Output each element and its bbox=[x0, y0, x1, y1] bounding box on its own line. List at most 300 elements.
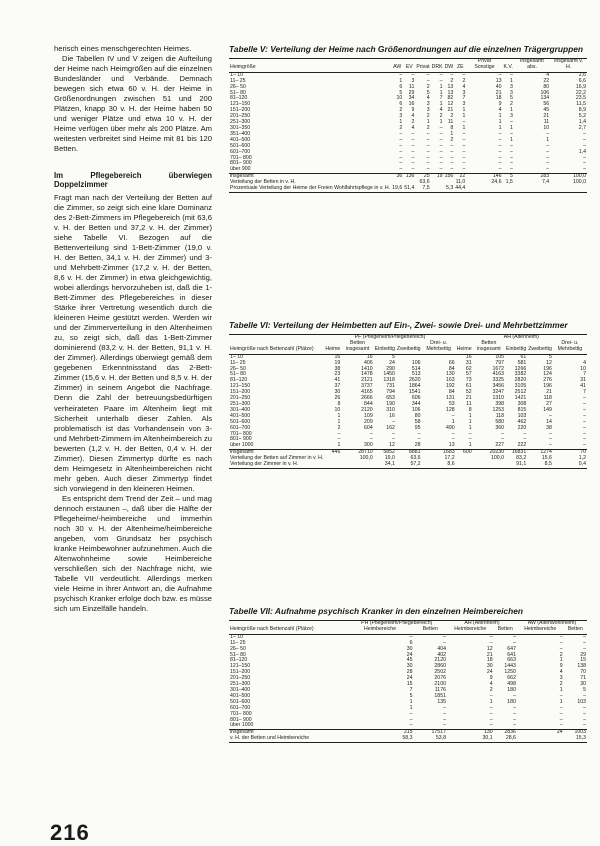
table-cell: 2 bbox=[462, 77, 466, 84]
table-cell: 21 bbox=[465, 395, 472, 402]
table-cell: – bbox=[548, 442, 552, 449]
table-cell: 100,0 bbox=[550, 174, 587, 180]
table-cell: 8881 bbox=[396, 450, 422, 456]
table-cell: 28710 bbox=[341, 450, 373, 456]
table-cell bbox=[473, 462, 505, 468]
table-cell: – bbox=[443, 633, 446, 640]
table-cell: 52 bbox=[465, 389, 472, 396]
row-label: 401–500 bbox=[230, 136, 251, 143]
table-cell: 731 bbox=[386, 383, 395, 390]
table-cell: 2076 bbox=[434, 675, 446, 682]
row-label: 801– 900 bbox=[230, 716, 252, 723]
row-label: 1– 10 bbox=[230, 71, 243, 78]
row-label: 801– 900 bbox=[230, 436, 252, 443]
table-cell: 66 bbox=[448, 359, 455, 366]
table-cell: 2836 bbox=[494, 730, 517, 736]
table-cell: 124 bbox=[543, 371, 552, 378]
table-cell: – bbox=[546, 142, 550, 149]
table-cell: 3105 bbox=[514, 383, 527, 390]
column-header: Heimgröße nach Bettenzahl (Plätze) bbox=[229, 341, 324, 354]
table-cell: – bbox=[501, 436, 505, 443]
row-label: 301–400 bbox=[230, 406, 251, 413]
row-label: Prozentuale Verteilung der Heime der Freien Wohlfahrtspflege in v. H. bbox=[230, 185, 391, 192]
table-cell: 24 bbox=[406, 651, 413, 658]
table-cell: – bbox=[411, 136, 415, 143]
table-cell: – bbox=[583, 424, 586, 431]
table-cell: – bbox=[523, 436, 527, 443]
table-cell: 1 bbox=[468, 424, 472, 431]
table-cell: 3 bbox=[399, 113, 403, 120]
table-cell: – bbox=[546, 130, 550, 137]
table-cell: 34,1 bbox=[374, 462, 396, 468]
table-cell: 6 bbox=[399, 101, 403, 108]
table-v-section bbox=[229, 44, 587, 193]
row-label: 601–700 bbox=[230, 148, 251, 155]
table-cell: 28,6 bbox=[494, 736, 517, 742]
row-label: 11– 25 bbox=[230, 77, 246, 84]
table-cell: 61 bbox=[465, 383, 472, 390]
table-cell: 16 bbox=[389, 412, 395, 419]
table-cell: 13 bbox=[447, 89, 454, 96]
table-cell: 24,6 bbox=[491, 179, 502, 186]
table-cell: 5 bbox=[426, 89, 430, 96]
row-label: 301–350 bbox=[230, 124, 251, 131]
column-header: Heimgröße bbox=[229, 59, 391, 73]
table-cell: 29 bbox=[580, 651, 586, 658]
table-v bbox=[229, 58, 587, 193]
table-title: Tabelle V: Verteilung der Heime nach Größenordnungen auf die einzelnen Trägergruppen bbox=[229, 44, 583, 54]
table-cell: – bbox=[498, 71, 502, 78]
table-cell: 21 bbox=[543, 113, 550, 120]
row-label: 81–120 bbox=[230, 657, 248, 664]
table-cell: 5 bbox=[399, 89, 403, 96]
table-title: Tabelle VI: Verteilung der Heimbetten auf Ein-, Zwei- sowie Drei- und Mehrbettzimmer bbox=[229, 320, 568, 330]
table-cell: 22,2 bbox=[575, 89, 586, 96]
page-number: 216 bbox=[50, 820, 90, 845]
column-header: Heimbereiche bbox=[346, 627, 413, 634]
table-cell: 136 bbox=[403, 174, 415, 180]
column-header: ZE bbox=[454, 59, 466, 73]
table-cell: – bbox=[426, 166, 430, 173]
row-label: 81–120 bbox=[230, 377, 248, 384]
table-cell: – bbox=[583, 418, 586, 425]
row-label: 401–500 bbox=[230, 412, 251, 419]
table-cell: 22 bbox=[543, 77, 550, 84]
table-cell: 1 bbox=[337, 442, 341, 449]
table-cell: – bbox=[546, 166, 550, 173]
table-cell: 3 bbox=[426, 107, 430, 114]
table-cell: 815 bbox=[517, 406, 527, 413]
table-cell: 5 bbox=[503, 174, 514, 180]
row-label: 351–400 bbox=[230, 130, 251, 137]
row-label: 701– 800 bbox=[230, 430, 252, 437]
table-cell: 70 bbox=[553, 450, 587, 456]
table-cell: 513 bbox=[411, 371, 421, 378]
table-cell: 4165 bbox=[361, 389, 373, 396]
table-cell: – bbox=[426, 142, 430, 149]
table-cell: 2620 bbox=[409, 377, 421, 384]
table-cell: – bbox=[498, 166, 502, 173]
table-cell: 26 bbox=[334, 395, 341, 402]
table-cell: 1443 bbox=[504, 663, 516, 670]
row-label: 201–250 bbox=[230, 395, 251, 402]
table-cell: – bbox=[399, 148, 403, 155]
table-cell: 514 bbox=[411, 365, 421, 372]
column-header: Zweibettig bbox=[396, 341, 422, 354]
table-cell: 44,4 bbox=[455, 185, 466, 192]
table-cell: – bbox=[409, 633, 413, 640]
table-cell: – bbox=[513, 716, 516, 723]
table-cell: 3 bbox=[462, 89, 466, 96]
group-header: PF (Pflegeheim/Pflegebereich) bbox=[324, 335, 455, 341]
table-cell: – bbox=[411, 148, 415, 155]
table-cell: – bbox=[583, 722, 586, 729]
table-cell: 4 bbox=[559, 669, 563, 676]
table-cell: 29 bbox=[408, 89, 415, 96]
table-cell: – bbox=[509, 166, 513, 173]
table-cell: 9 bbox=[559, 663, 563, 670]
column-header: DRK bbox=[431, 59, 444, 73]
table-cell: 30 bbox=[580, 681, 586, 688]
row-label: 121–150 bbox=[230, 101, 251, 108]
table-cell: 2 bbox=[559, 681, 563, 688]
row-label: 801– 900 bbox=[230, 160, 252, 167]
table-cell: 57 bbox=[465, 371, 472, 378]
table-cell: 5,2 bbox=[578, 113, 586, 120]
column-header: insgesamt v. H. bbox=[550, 59, 587, 73]
table-cell: 360 bbox=[495, 424, 505, 431]
table-cell: 1 bbox=[439, 101, 443, 108]
table-cell: – bbox=[439, 148, 443, 155]
table-cell: – bbox=[439, 77, 443, 84]
table-cell: – bbox=[450, 160, 454, 167]
table-cell: – bbox=[411, 142, 415, 149]
row-label: insgesamt bbox=[229, 730, 346, 736]
table-cell: 2,6 bbox=[578, 71, 586, 78]
table-cell: 5 bbox=[583, 686, 586, 693]
table-cell: – bbox=[409, 716, 413, 723]
table-cell: 58,3 bbox=[346, 736, 413, 742]
table-cell: 4163 bbox=[492, 371, 505, 378]
table-cell: 398 bbox=[495, 400, 505, 407]
table-cell: 227 bbox=[495, 442, 505, 449]
table-cell: 70 bbox=[580, 669, 586, 676]
table-cell: – bbox=[489, 716, 493, 723]
table-cell: 16 bbox=[408, 101, 415, 108]
table-cell: 2512 bbox=[514, 389, 527, 396]
table-cell: – bbox=[583, 704, 586, 711]
table-cell: – bbox=[451, 412, 455, 419]
table-cell: – bbox=[583, 412, 586, 419]
table-cell: 580 bbox=[495, 418, 505, 425]
table-cell: 1 bbox=[451, 418, 455, 425]
column-header: DW bbox=[444, 59, 455, 73]
table-cell: 13 bbox=[448, 442, 455, 449]
table-cell: – bbox=[462, 154, 466, 161]
table-cell: 1003 bbox=[564, 730, 587, 736]
table-cell: – bbox=[513, 704, 516, 711]
row-label: insgesamt bbox=[229, 174, 391, 180]
row-label: 501–600 bbox=[230, 142, 251, 149]
table-cell: 156 bbox=[444, 173, 454, 180]
table-cell: 11 bbox=[543, 119, 550, 126]
table-cell: – bbox=[546, 154, 550, 161]
table-cell: – bbox=[583, 142, 586, 149]
table-cell: 118 bbox=[543, 395, 552, 402]
row-label: über 1000 bbox=[230, 442, 254, 449]
row-label: über 1000 bbox=[230, 722, 254, 729]
table-cell: – bbox=[583, 430, 586, 437]
table-cell: 100,0 bbox=[491, 455, 505, 462]
column-header: insgesamt abs. bbox=[514, 59, 550, 73]
table-cell: – bbox=[450, 154, 454, 161]
row-label: 151–200 bbox=[230, 107, 251, 114]
table-cell: 1253 bbox=[492, 406, 505, 413]
table-cell: – bbox=[509, 142, 513, 149]
table-cell: 30 bbox=[486, 663, 493, 670]
table-cell: 2 bbox=[426, 124, 430, 131]
table-cell: 30 bbox=[334, 389, 341, 396]
table-cell: 138 bbox=[577, 663, 586, 670]
row-label: 11– 25 bbox=[230, 639, 246, 646]
table-cell: – bbox=[399, 136, 403, 143]
table-cell: – bbox=[439, 154, 443, 161]
row-label: 121–150 bbox=[230, 383, 251, 390]
table-cell: 310 bbox=[386, 406, 395, 413]
row-label: 151–200 bbox=[230, 669, 251, 676]
table-cell bbox=[514, 186, 550, 192]
table-cell: 109 bbox=[364, 412, 373, 419]
table-cell: 1 bbox=[509, 136, 513, 143]
table-cell: – bbox=[392, 418, 395, 425]
table-cell: – bbox=[513, 633, 516, 640]
table-cell: – bbox=[443, 722, 446, 729]
table-cell: 490 bbox=[445, 424, 455, 431]
table-cell: 118 bbox=[495, 412, 505, 419]
table-cell: 18 bbox=[486, 657, 493, 664]
table-cell: 1 bbox=[559, 657, 563, 664]
table-cell: – bbox=[559, 704, 563, 711]
table-cell: – bbox=[392, 436, 395, 443]
table-cell: – bbox=[548, 412, 552, 419]
table-cell: 1,4 bbox=[578, 119, 586, 126]
table-cell: 404 bbox=[437, 645, 446, 652]
table-cell: – bbox=[439, 124, 443, 131]
table-cell: 604 bbox=[364, 424, 373, 431]
table-cell: 34 bbox=[408, 95, 415, 102]
table-cell: 196 bbox=[543, 383, 552, 390]
column-header: Drei- u. Mehrbettig bbox=[553, 341, 587, 354]
table-cell: 797 bbox=[495, 359, 505, 366]
table-cell: 1 bbox=[498, 124, 502, 131]
table-cell: 4 bbox=[439, 107, 443, 114]
table-cell: 3456 bbox=[492, 383, 505, 390]
table-cell: 12 bbox=[546, 359, 552, 366]
table-cell: 2,7 bbox=[578, 124, 586, 131]
table-cell: 2 bbox=[399, 124, 403, 131]
row-label: 701– 800 bbox=[230, 154, 252, 161]
table-cell: 11,0 bbox=[455, 179, 466, 186]
table-cell: 406 bbox=[364, 359, 373, 366]
table-cell: 196 bbox=[543, 365, 552, 372]
table-cell: – bbox=[426, 154, 430, 161]
table-cell: – bbox=[501, 430, 505, 437]
table-cell: 8,9 bbox=[578, 107, 586, 114]
table-cell: 600 bbox=[456, 450, 473, 456]
table-cell: – bbox=[498, 160, 502, 167]
table-cell: 1672 bbox=[492, 365, 505, 372]
table-cell: 4 bbox=[426, 95, 430, 102]
table-cell: 103 bbox=[577, 698, 586, 705]
table-cell: – bbox=[411, 160, 415, 167]
table-cell: – bbox=[462, 142, 466, 149]
table-cell: 2 bbox=[509, 101, 513, 108]
table-cell: 24 bbox=[389, 359, 395, 366]
table-cell: – bbox=[583, 645, 586, 652]
table-cell: – bbox=[450, 71, 454, 78]
table-cell: 106 bbox=[540, 89, 550, 96]
table-cell: 16 bbox=[334, 353, 341, 360]
table-cell: 1 bbox=[462, 124, 466, 131]
table-cell: – bbox=[392, 430, 395, 437]
group-header: PH (Pflegeheim/Pflegebereich) bbox=[346, 621, 446, 627]
table-cell: 21 bbox=[546, 389, 552, 396]
table-cell: 2120 bbox=[361, 406, 373, 413]
table-cell: 1266 bbox=[514, 365, 527, 372]
table-cell: 23,5 bbox=[575, 95, 586, 102]
table-cell: 209 bbox=[364, 418, 373, 425]
table-cell: – bbox=[489, 639, 493, 646]
table-cell: 28 bbox=[414, 442, 421, 449]
table-cell: – bbox=[498, 148, 502, 155]
table-cell: 5852 bbox=[374, 450, 396, 456]
table-cell: – bbox=[489, 710, 493, 717]
table-cell: 498 bbox=[507, 681, 516, 688]
table-cell: 163 bbox=[445, 377, 455, 384]
table-cell: 63,6 bbox=[419, 179, 430, 186]
table-cell bbox=[517, 736, 564, 742]
table-cell: 30 bbox=[406, 645, 413, 652]
row-label: 501–600 bbox=[230, 698, 251, 705]
table-cell: 3 bbox=[509, 113, 513, 120]
table-cell: – bbox=[559, 633, 563, 640]
table-cell: 402 bbox=[437, 651, 446, 658]
table-cell: 3 bbox=[559, 675, 563, 682]
table-cell: 1410 bbox=[361, 365, 373, 372]
table-cell: 19 bbox=[431, 174, 444, 180]
table-cell: 95 bbox=[414, 424, 421, 431]
table-cell: 21 bbox=[495, 89, 502, 96]
table-cell: – bbox=[426, 77, 430, 84]
table-cell: – bbox=[462, 71, 466, 78]
table-cell: 1 bbox=[439, 83, 443, 90]
table-cell: 106 bbox=[411, 359, 421, 366]
table-cell: 73 bbox=[465, 377, 472, 384]
table-cell: 1 bbox=[337, 412, 341, 419]
table-cell: 1,2 bbox=[578, 455, 586, 462]
table-cell: – bbox=[399, 160, 403, 167]
table-cell: 276 bbox=[543, 377, 552, 384]
table-cell: 3737 bbox=[361, 383, 373, 390]
table-cell: – bbox=[417, 436, 421, 443]
table-cell: 1274 bbox=[527, 450, 553, 456]
table-cell: 2 bbox=[559, 651, 563, 658]
table-cell: 80 bbox=[414, 412, 421, 419]
group-header: AW (Altenwohnheim) bbox=[517, 621, 587, 627]
table-cell: 3 bbox=[509, 83, 513, 90]
table-cell: 1 bbox=[509, 124, 513, 131]
column-header: AW bbox=[391, 59, 403, 73]
table-cell: – bbox=[513, 710, 516, 717]
table-cell: – bbox=[583, 436, 586, 443]
row-label: 601–700 bbox=[230, 704, 251, 711]
table-cell: – bbox=[583, 395, 586, 402]
table-cell: 16,9 bbox=[575, 83, 586, 90]
table-cell: – bbox=[583, 442, 586, 449]
table-cell: – bbox=[489, 722, 493, 729]
table-cell: 16 bbox=[465, 353, 472, 360]
table-cell: – bbox=[583, 130, 586, 137]
table-cell: 128 bbox=[445, 406, 455, 413]
table-cell: 2860 bbox=[434, 663, 446, 670]
table-cell: – bbox=[462, 130, 466, 137]
table-cell: 37 bbox=[334, 383, 341, 390]
table-cell: 2502 bbox=[434, 669, 446, 676]
table-cell: 8,5 bbox=[527, 462, 553, 468]
row-label: 201–250 bbox=[230, 675, 251, 682]
table-cell: – bbox=[443, 704, 446, 711]
table-cell: – bbox=[559, 645, 563, 652]
table-cell: 11,5 bbox=[576, 101, 586, 108]
table-cell: 10 bbox=[580, 365, 586, 372]
table-cell: 446 bbox=[324, 450, 341, 456]
paragraph: Es entspricht dem Trend der Zeit – und mag dennoch erstaunen –, daß über die Hälfte der Pflegeheime/-heimbereiche und immerhin noch 30 v. H. der Altenheime/heimbereiche angeben, vom Grundsatz her psychisch kranke Heimbewohner aufzunehmen. Auch die Altenwohnheime sowie Heimbereiche verschließen sich der Nachfrage nicht, wie Tabelle VII verdeutlicht. Allerdings merken viele Heime in ihrer Antwort an, die Aufnahme psychisch Kranker erfolge doch bzw. es müsse sich um Einzelfälle handeln. bbox=[54, 493, 212, 614]
table-cell: 1 bbox=[462, 113, 466, 120]
table-cell: 1 bbox=[468, 418, 472, 425]
table-cell: 38 bbox=[546, 424, 552, 431]
table-cell: 31 bbox=[580, 377, 586, 384]
table-cell: – bbox=[439, 130, 443, 137]
table-cell: – bbox=[513, 722, 516, 729]
table-cell: 5 bbox=[548, 353, 552, 360]
paragraph: Die Tabellen IV und V zeigen die Aufteilung der Heime nach Heimgrößen auf die einzelnen Bundesländer und Verbände. Demnach bewegen sich etwa 60 v. H. der Heime in Größenordnungen zwischen 51 und 200 Plätzen, knapp 30 v. H. der Heime haben 50 und weniger Plätze und etwa 10 v. H. der Heime verfügen über mehr als 200 Plätze. Am weitesten verbreitet sind Heime mit 81 bis 120 Betten. bbox=[54, 54, 212, 154]
row-label: 1– 10 bbox=[230, 633, 243, 640]
table-cell: 2 bbox=[411, 119, 415, 126]
table-cell: 1 bbox=[399, 77, 403, 84]
table-cell: – bbox=[450, 166, 454, 173]
table-cell: 146 bbox=[466, 174, 502, 180]
table-cell: 3325 bbox=[492, 377, 505, 384]
table-cell: 1 bbox=[462, 107, 466, 114]
table-cell: 12 bbox=[486, 645, 493, 652]
column-header: Privat bbox=[415, 59, 430, 73]
table-cell: 10 bbox=[334, 406, 341, 413]
table-cell: 103 bbox=[517, 412, 527, 419]
table-cell: 1,4 bbox=[578, 148, 586, 155]
row-label: 26– 50 bbox=[230, 83, 246, 90]
column-header: Betten bbox=[494, 627, 517, 634]
table-cell: 9 bbox=[498, 101, 502, 108]
table-cell: 2 bbox=[399, 107, 403, 114]
table-cell: 2 bbox=[439, 113, 443, 120]
table-cell: – bbox=[450, 142, 454, 149]
table-cell: 1851 bbox=[434, 692, 446, 699]
table-cell: 1318 bbox=[383, 377, 395, 384]
table-cell: – bbox=[513, 639, 516, 646]
table-cell: – bbox=[443, 639, 446, 646]
table-cell: 38 bbox=[334, 365, 341, 372]
table-vii bbox=[229, 620, 587, 743]
